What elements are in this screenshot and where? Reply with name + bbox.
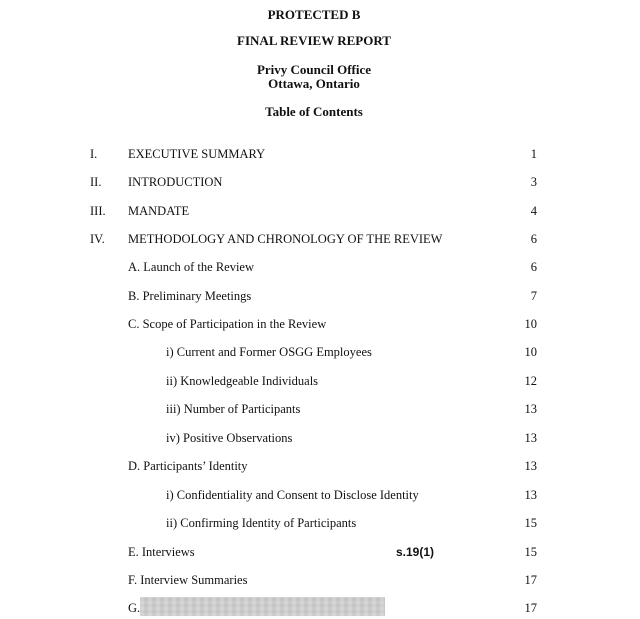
- toc-page-number: 4: [530, 204, 537, 218]
- toc-page-number: 15: [524, 516, 537, 530]
- toc-entry: [0, 317, 640, 335]
- toc-entry: [0, 431, 640, 449]
- toc-entry: [0, 488, 640, 506]
- toc-entry: [0, 545, 640, 563]
- toc-title: C. Scope of Participation in the Review: [128, 317, 327, 331]
- toc-entry: [0, 402, 640, 420]
- toc-entry: [0, 345, 640, 363]
- toc-page-number: 3: [530, 175, 537, 189]
- toc-title: i) Confidentiality and Consent to Disclose Identity: [166, 488, 419, 502]
- toc-entry: [0, 516, 640, 534]
- toc-number: III.: [90, 204, 106, 218]
- redaction-block: [140, 597, 385, 616]
- toc-page-number: 13: [524, 402, 537, 416]
- toc-title: MANDATE: [128, 204, 190, 218]
- office-name: Privy Council Office: [256, 62, 372, 77]
- toc-title: G.: [128, 601, 141, 615]
- toc-title: E. Interviews: [128, 545, 195, 559]
- toc-entry: [0, 374, 640, 392]
- toc-title: A. Launch of the Review: [128, 260, 255, 274]
- toc-entry: [0, 232, 640, 250]
- toc-page-number: 6: [530, 232, 537, 246]
- toc-title: INTRODUCTION: [128, 175, 223, 189]
- toc-entry: [0, 459, 640, 477]
- toc-page-number: 13: [524, 431, 537, 445]
- toc-entry: [0, 573, 640, 591]
- toc-title: EXECUTIVE SUMMARY: [128, 147, 266, 161]
- toc-entry: [0, 204, 640, 222]
- toc-page-number: 10: [524, 345, 537, 359]
- toc-page-number: 1: [530, 147, 537, 161]
- classification-label: PROTECTED B: [267, 7, 361, 22]
- report-title: FINAL REVIEW REPORT: [237, 33, 391, 48]
- toc-number: II.: [90, 175, 102, 189]
- toc-title: B. Preliminary Meetings: [128, 289, 252, 303]
- toc-number: IV.: [90, 232, 105, 246]
- toc-page-number: 13: [524, 459, 537, 473]
- toc-number: I.: [90, 147, 98, 161]
- toc-page-number: 7: [530, 289, 537, 303]
- toc-title: D. Participants’ Identity: [128, 459, 248, 473]
- toc-page-number: 12: [524, 374, 537, 388]
- exemption-stamp: s.19(1): [396, 545, 435, 559]
- office-location: Ottawa, Ontario: [268, 76, 360, 91]
- toc-entry: [0, 147, 640, 165]
- toc-entry: [0, 175, 640, 193]
- toc-page-number: 15: [524, 545, 537, 559]
- toc-page-number: 6: [530, 260, 537, 274]
- toc-entry: [0, 260, 640, 278]
- toc-title: ii) Knowledgeable Individuals: [166, 374, 319, 388]
- toc-page-number: 13: [524, 488, 537, 502]
- toc-title: ii) Confirming Identity of Participants: [166, 516, 357, 530]
- toc-title: iii) Number of Participants: [166, 402, 301, 416]
- toc-page-number: 10: [524, 317, 537, 331]
- toc-heading: Table of Contents: [265, 104, 363, 119]
- toc-page-number: 17: [524, 601, 537, 615]
- toc-entry: [0, 289, 640, 307]
- toc-title: F. Interview Summaries: [128, 573, 248, 587]
- toc-page-number: 17: [524, 573, 537, 587]
- toc-title: METHODOLOGY AND CHRONOLOGY OF THE REVIEW: [128, 232, 443, 246]
- toc-title: iv) Positive Observations: [166, 431, 293, 445]
- toc-title: i) Current and Former OSGG Employees: [166, 345, 372, 359]
